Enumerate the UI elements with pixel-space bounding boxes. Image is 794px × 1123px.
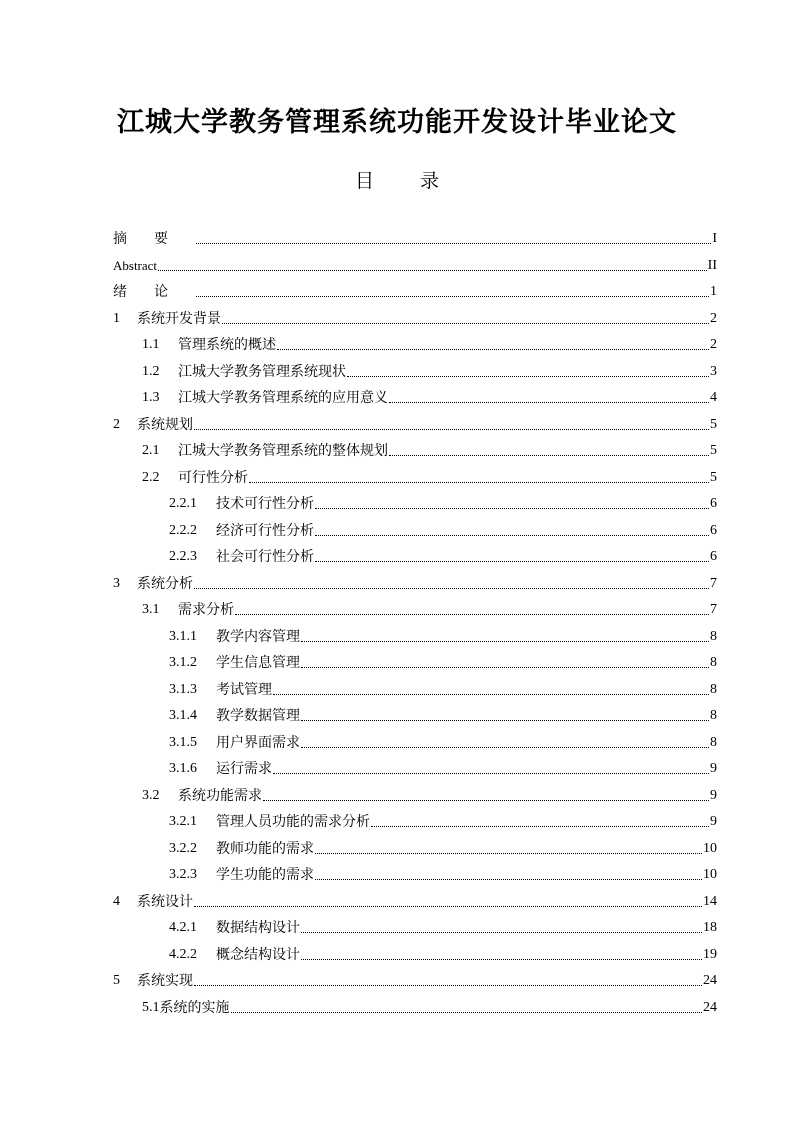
dot-leader xyxy=(194,984,702,986)
toc-entry[interactable] xyxy=(113,408,717,434)
toc-entry-page: 18 xyxy=(703,920,717,935)
toc-entry-label: 系统实现 xyxy=(137,973,193,989)
dot-leader xyxy=(301,931,702,933)
toc-entry-page: 5 xyxy=(710,443,717,458)
dot-leader xyxy=(315,560,709,562)
toc-entry-number: 1.1 xyxy=(142,337,160,352)
toc-entry[interactable] xyxy=(142,328,717,354)
toc-entry-number: 5.1 xyxy=(142,999,160,1015)
toc-entry-label: 系统分析 xyxy=(137,575,193,592)
dot-leader xyxy=(277,348,709,350)
toc-entry-page: 9 xyxy=(710,761,717,776)
toc-entry-label: 考试管理 xyxy=(216,681,272,698)
toc-entry-number: 1.3 xyxy=(142,390,160,405)
dot-leader xyxy=(249,481,709,483)
toc-entry-label: 江城大学教务管理系统现状 xyxy=(178,363,346,380)
toc-entry-label: 系统开发背景 xyxy=(137,310,221,327)
toc-entry[interactable] xyxy=(113,567,717,593)
toc-entry-label: 学生功能的需求 xyxy=(216,867,314,883)
dot-leader xyxy=(389,401,709,403)
dot-leader xyxy=(194,905,702,907)
toc-entry-page: 8 xyxy=(710,708,717,723)
toc-entry[interactable] xyxy=(113,275,717,301)
toc-entry[interactable] xyxy=(169,673,717,699)
toc-entry-number: 4.2.1 xyxy=(169,920,197,935)
toc-entry-number: 2.1 xyxy=(142,443,160,458)
toc-entry-label: 系统规划 xyxy=(137,416,193,433)
toc-entry-label: 需求分析 xyxy=(178,602,234,618)
toc-entry-number: 1.2 xyxy=(142,363,160,379)
toc-entry-page: 6 xyxy=(710,522,717,538)
toc-entry-page: 10 xyxy=(703,867,717,882)
toc-entry-label: 教学数据管理 xyxy=(216,708,300,724)
dot-leader xyxy=(301,958,702,960)
dot-leader xyxy=(273,693,709,695)
toc-entry-label: 运行需求 xyxy=(216,761,272,777)
toc-entry-page: 24 xyxy=(703,999,717,1015)
toc-entry-label: 系统的实施 xyxy=(159,999,230,1016)
dot-leader xyxy=(389,454,709,456)
toc-entry-label: 江城大学教务管理系统的整体规划 xyxy=(178,443,388,459)
toc-entry-page: 7 xyxy=(710,575,717,591)
toc-entry[interactable] xyxy=(169,487,717,513)
dot-leader xyxy=(196,295,709,297)
toc-entry[interactable] xyxy=(169,620,717,646)
toc-entry-page: 8 xyxy=(710,655,717,670)
dot-leader xyxy=(263,799,709,801)
dot-leader xyxy=(315,878,702,880)
toc-entry-label: Abstract xyxy=(113,257,158,273)
toc-entry-number: 2.2.2 xyxy=(169,522,197,538)
dot-leader xyxy=(194,587,709,589)
toc-entry-page: 5 xyxy=(710,469,717,485)
toc-entry[interactable] xyxy=(142,461,717,487)
dot-leader xyxy=(315,507,709,509)
toc-entry[interactable] xyxy=(113,885,717,911)
toc-entry-page: 9 xyxy=(710,814,717,829)
toc-entry-label: 可行性分析 xyxy=(178,469,248,486)
toc-entry-label: 管理人员功能的需求分析 xyxy=(216,814,370,830)
toc-entry[interactable] xyxy=(169,938,717,964)
toc-entry-label: 经济可行性分析 xyxy=(216,522,314,539)
toc-entry-page: 5 xyxy=(710,416,717,432)
toc-entry-number: 2 xyxy=(113,416,120,432)
dot-leader xyxy=(371,825,709,827)
dot-leader xyxy=(222,322,709,324)
toc-entry-page: 1 xyxy=(710,284,717,299)
toc-entry-page: 24 xyxy=(703,973,717,988)
toc-entry-label: 管理系统的概述 xyxy=(178,337,276,353)
toc-entry[interactable] xyxy=(169,911,717,937)
toc-entry[interactable] xyxy=(142,434,717,460)
dot-leader xyxy=(158,269,707,271)
toc-entry-label: 用户界面需求 xyxy=(216,734,300,751)
toc-entry-number: 3.2.3 xyxy=(169,867,197,882)
dot-leader xyxy=(301,746,709,748)
toc-entry-number: 5 xyxy=(113,973,120,988)
toc-entry[interactable] xyxy=(169,752,717,778)
dot-leader xyxy=(235,613,709,615)
toc-entry[interactable] xyxy=(169,646,717,672)
toc-entry-number: 2.2.3 xyxy=(169,549,197,564)
toc-entry-number: 2.2.1 xyxy=(169,496,197,511)
toc-entry[interactable] xyxy=(169,805,717,831)
toc-entry-number: 4 xyxy=(113,893,120,909)
toc-entry[interactable] xyxy=(142,779,717,805)
toc-entry-page: 2 xyxy=(710,310,717,326)
dot-leader xyxy=(231,1011,703,1013)
toc-entry-page: 8 xyxy=(710,681,717,697)
toc-heading-right: 录 xyxy=(420,170,440,192)
toc-entry-page: 14 xyxy=(703,893,717,909)
toc-entry-number: 3.1 xyxy=(142,602,160,617)
toc-entry-page: 2 xyxy=(710,337,717,352)
dot-leader xyxy=(301,719,709,721)
toc-entry[interactable] xyxy=(113,302,717,328)
toc-entry-number: 3.1.5 xyxy=(169,734,197,750)
toc-entry[interactable] xyxy=(169,699,717,725)
toc-entry-page: 9 xyxy=(710,787,717,803)
toc-entry[interactable] xyxy=(142,381,717,407)
toc-entry[interactable] xyxy=(169,832,717,858)
dot-leader xyxy=(273,772,709,774)
toc-entry[interactable] xyxy=(113,222,717,248)
dot-leader xyxy=(347,375,709,377)
dot-leader xyxy=(194,428,709,430)
toc-entry-number: 3.2.1 xyxy=(169,814,197,829)
toc-entry-label: 系统设计 xyxy=(137,893,193,910)
toc-heading-left: 目 xyxy=(354,170,374,192)
toc-entry-number: 3.2 xyxy=(142,787,160,803)
toc-heading xyxy=(0,166,794,193)
dot-leader xyxy=(301,666,709,668)
toc-entry-page: 6 xyxy=(710,496,717,511)
toc-entry-number: 1 xyxy=(113,310,120,326)
toc-entry-label: 概念结构设计 xyxy=(216,946,300,963)
dot-leader xyxy=(196,242,711,244)
toc-entry[interactable] xyxy=(113,249,717,275)
toc-entry-page: 6 xyxy=(710,549,717,564)
toc-entry-page: 7 xyxy=(710,602,717,617)
toc-entry-number: 3.1.1 xyxy=(169,628,197,644)
toc-entry-page: II xyxy=(707,257,717,273)
toc-entry-label: 教师功能的需求 xyxy=(216,840,314,857)
toc-entry-number: 2.2 xyxy=(142,469,160,485)
toc-entry-number: 3.1.4 xyxy=(169,708,197,723)
dot-leader xyxy=(315,852,702,854)
toc-entry[interactable] xyxy=(169,858,717,884)
toc-entry[interactable] xyxy=(142,355,717,381)
toc-entry-label: 社会可行性分析 xyxy=(216,549,314,565)
toc-entry-number: 3.1.6 xyxy=(169,761,197,776)
toc-entry-label: 学生信息管理 xyxy=(216,655,300,671)
toc-entry[interactable] xyxy=(169,726,717,752)
toc-entry-label: 系统功能需求 xyxy=(178,787,262,804)
toc-entry-label: 数据结构设计 xyxy=(216,920,300,936)
toc-entry[interactable] xyxy=(113,964,717,990)
document-title: 江城大学教务管理系统功能开发设计毕业论文 xyxy=(117,107,677,138)
toc-entry-label: 江城大学教务管理系统的应用意义 xyxy=(178,390,388,406)
toc-entry-label: 教学内容管理 xyxy=(216,628,300,645)
toc-entry-page: 8 xyxy=(710,734,717,750)
toc-entry-page: I xyxy=(712,231,717,246)
toc-entry-number: 3.1.2 xyxy=(169,655,197,670)
toc-entry-number: 3.2.2 xyxy=(169,840,197,856)
toc-entry[interactable] xyxy=(169,514,717,540)
toc-entry-number: 3 xyxy=(113,575,120,591)
toc-entry-page: 10 xyxy=(703,840,717,856)
toc-entry[interactable] xyxy=(142,991,717,1017)
toc-entry-page: 3 xyxy=(710,363,717,379)
toc-entry-page: 8 xyxy=(710,628,717,644)
toc-entry[interactable] xyxy=(169,540,717,566)
toc-entry-page: 19 xyxy=(703,946,717,962)
toc-entry-label: 技术可行性分析 xyxy=(216,496,314,512)
toc-entry-label: 摘要 xyxy=(113,231,195,247)
dot-leader xyxy=(301,640,709,642)
toc-entry-number: 3.1.3 xyxy=(169,681,197,697)
toc-entry-number: 4.2.2 xyxy=(169,946,197,962)
toc-entry-label: 绪论 xyxy=(113,284,195,300)
dot-leader xyxy=(315,534,709,536)
toc-entry-page: 4 xyxy=(710,390,717,405)
toc-entry[interactable] xyxy=(142,593,717,619)
